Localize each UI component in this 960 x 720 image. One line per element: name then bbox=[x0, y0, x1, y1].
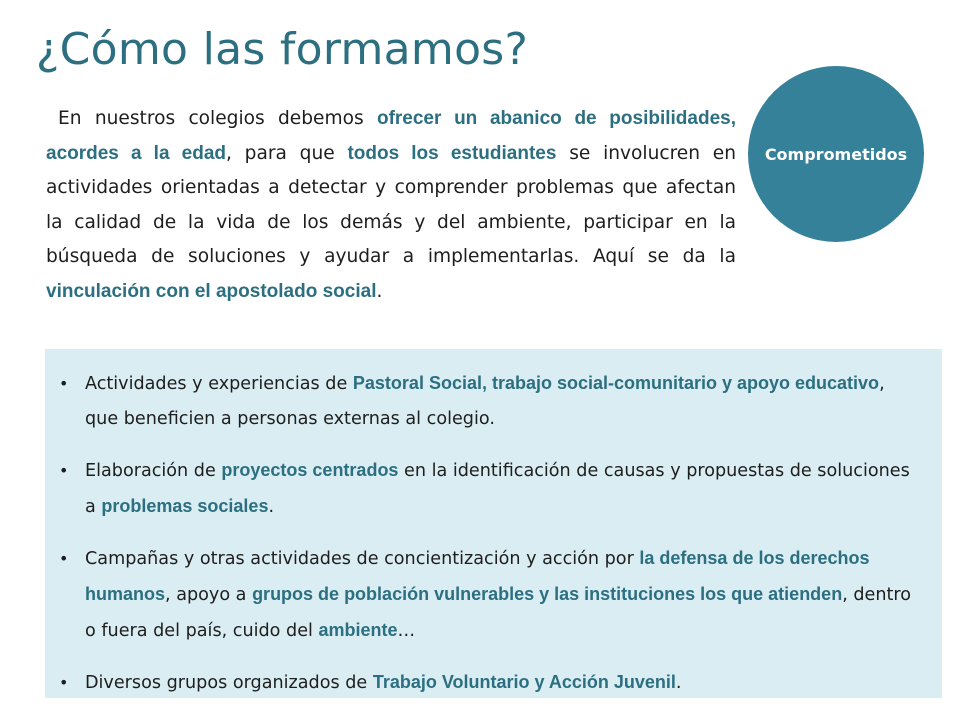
intro-highlight: ofrecer un abanico de posibilidades, acordes a la edad bbox=[46, 108, 736, 164]
intro-highlight: todos los estudiantes bbox=[347, 142, 557, 164]
item-text: . bbox=[675, 673, 682, 693]
item-highlight: Pastoral Social, trabajo social-comunitario y apoyo educativo bbox=[352, 373, 880, 393]
intro-text: , para que bbox=[226, 142, 348, 164]
badge-label: Comprometidos bbox=[764, 144, 908, 164]
list-item bbox=[45, 541, 922, 649]
item-text: … bbox=[397, 621, 416, 641]
item-text: . bbox=[268, 497, 275, 517]
item-text: , apoyo a bbox=[165, 585, 253, 605]
activities-list bbox=[45, 349, 942, 701]
comprometidos-badge bbox=[748, 66, 924, 242]
item-text: en la identificación de causas y propuestas de soluciones a bbox=[85, 461, 910, 517]
item-text: , dentro o fuera del país, cuido del bbox=[85, 585, 912, 641]
intro-highlight: vinculación con el apostolado social bbox=[46, 280, 377, 302]
list-item bbox=[45, 665, 922, 701]
item-text: Elaboración de bbox=[85, 461, 222, 481]
list-item bbox=[45, 453, 922, 525]
activities-panel bbox=[45, 349, 942, 698]
intro-text: . bbox=[376, 280, 383, 302]
page-title: ¿Cómo las formamos? bbox=[36, 24, 529, 75]
bullet-icon: • bbox=[59, 673, 69, 692]
item-text: Diversos grupos organizados de bbox=[85, 673, 373, 693]
item-highlight: Trabajo Voluntario y Acción Juvenil bbox=[372, 672, 676, 692]
item-highlight: la defensa de los derechos humanos bbox=[85, 548, 870, 604]
bullet-icon: • bbox=[59, 549, 69, 568]
intro-text: se involucren en actividades orientadas a detectar y comprender problemas que afectan la calidad de la vida de los demás y del ambiente, participar en la búsqueda de soluciones y ayudar a implementarlas. Aquí se da la bbox=[46, 142, 737, 267]
bullet-icon: • bbox=[59, 461, 69, 480]
bullet-icon: • bbox=[59, 374, 69, 393]
item-text: , que beneficien a personas externas al colegio. bbox=[85, 374, 885, 429]
intro-paragraph bbox=[46, 102, 736, 309]
intro-text: En nuestros colegios debemos bbox=[58, 108, 377, 129]
list-item bbox=[45, 366, 922, 437]
item-text: Campañas y otras actividades de concientización y acción por bbox=[85, 549, 640, 569]
item-highlight: ambiente bbox=[318, 620, 398, 640]
item-highlight: grupos de población vulnerables y las instituciones los que atienden bbox=[252, 584, 843, 604]
item-highlight: problemas sociales bbox=[101, 496, 269, 516]
item-highlight: proyectos centrados bbox=[221, 460, 399, 480]
item-text: Actividades y experiencias de bbox=[85, 374, 353, 394]
